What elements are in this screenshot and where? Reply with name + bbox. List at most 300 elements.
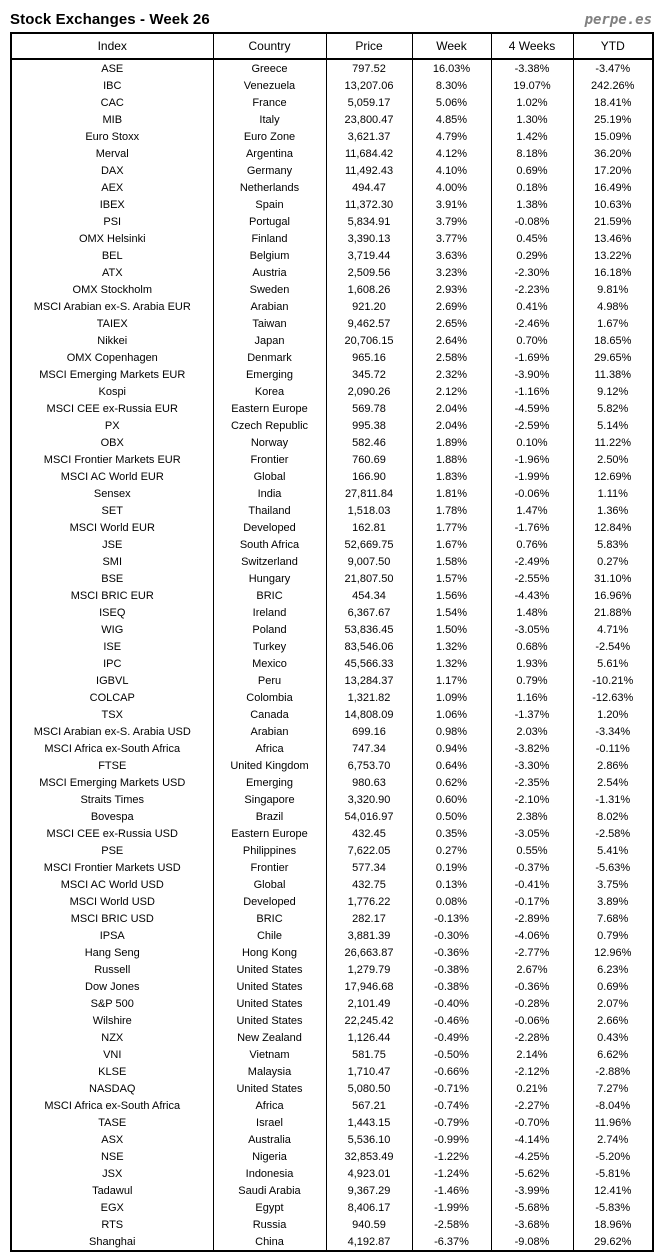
- four-weeks-cell: -2.55%: [491, 570, 573, 587]
- index-cell: Wilshire: [11, 1012, 213, 1029]
- four-weeks-cell: -2.77%: [491, 944, 573, 961]
- week-cell: -0.38%: [412, 978, 491, 995]
- index-cell: IPC: [11, 655, 213, 672]
- price-cell: 1,321.82: [326, 689, 412, 706]
- price-cell: 2,509.56: [326, 264, 412, 281]
- week-cell: 2.32%: [412, 366, 491, 383]
- country-cell: BRIC: [213, 910, 326, 927]
- country-cell: United States: [213, 961, 326, 978]
- ytd-cell: 3.75%: [573, 876, 653, 893]
- index-cell: ASX: [11, 1131, 213, 1148]
- table-row: [11, 672, 653, 689]
- price-cell: 3,719.44: [326, 247, 412, 264]
- ytd-cell: 5.14%: [573, 417, 653, 434]
- country-cell: Russia: [213, 1216, 326, 1233]
- country-cell: Philippines: [213, 842, 326, 859]
- price-cell: 995.38: [326, 417, 412, 434]
- ytd-cell: 1.36%: [573, 502, 653, 519]
- four-weeks-cell: 0.45%: [491, 230, 573, 247]
- table-row: [11, 876, 653, 893]
- week-cell: 1.67%: [412, 536, 491, 553]
- price-cell: 577.34: [326, 859, 412, 876]
- table-row: [11, 128, 653, 145]
- table-row: [11, 757, 653, 774]
- country-cell: China: [213, 1233, 326, 1251]
- price-cell: 32,853.49: [326, 1148, 412, 1165]
- index-cell: IGBVL: [11, 672, 213, 689]
- index-cell: MSCI World USD: [11, 893, 213, 910]
- index-cell: OMX Stockholm: [11, 281, 213, 298]
- four-weeks-cell: 19.07%: [491, 77, 573, 94]
- price-cell: 5,536.10: [326, 1131, 412, 1148]
- week-cell: 8.30%: [412, 77, 491, 94]
- table-row: [11, 417, 653, 434]
- week-cell: 1.83%: [412, 468, 491, 485]
- table-row: [11, 927, 653, 944]
- index-cell: MSCI Arabian ex-S. Arabia USD: [11, 723, 213, 740]
- ytd-cell: 3.89%: [573, 893, 653, 910]
- index-cell: EGX: [11, 1199, 213, 1216]
- week-cell: 2.12%: [412, 383, 491, 400]
- price-cell: 4,923.01: [326, 1165, 412, 1182]
- country-cell: Singapore: [213, 791, 326, 808]
- ytd-cell: -5.83%: [573, 1199, 653, 1216]
- ytd-cell: 2.66%: [573, 1012, 653, 1029]
- ytd-cell: 36.20%: [573, 145, 653, 162]
- index-cell: Straits Times: [11, 791, 213, 808]
- week-cell: -1.22%: [412, 1148, 491, 1165]
- price-cell: 11,492.43: [326, 162, 412, 179]
- country-cell: Canada: [213, 706, 326, 723]
- country-cell: Switzerland: [213, 553, 326, 570]
- four-weeks-cell: 0.55%: [491, 842, 573, 859]
- ytd-cell: 0.79%: [573, 927, 653, 944]
- ytd-cell: -3.34%: [573, 723, 653, 740]
- index-column-header: Index: [11, 33, 213, 59]
- index-cell: FTSE: [11, 757, 213, 774]
- four-weeks-cell: -3.30%: [491, 757, 573, 774]
- country-cell: Egypt: [213, 1199, 326, 1216]
- index-cell: MSCI Frontier Markets EUR: [11, 451, 213, 468]
- index-cell: PX: [11, 417, 213, 434]
- table-row: [11, 1046, 653, 1063]
- four-weeks-cell: -0.06%: [491, 1012, 573, 1029]
- country-cell: Argentina: [213, 145, 326, 162]
- country-cell: Germany: [213, 162, 326, 179]
- ytd-cell: 31.10%: [573, 570, 653, 587]
- table-row: [11, 332, 653, 349]
- table-row: [11, 740, 653, 757]
- ytd-cell: 18.65%: [573, 332, 653, 349]
- four-weeks-cell: -1.99%: [491, 468, 573, 485]
- four-weeks-cell: -0.28%: [491, 995, 573, 1012]
- week-cell: -0.74%: [412, 1097, 491, 1114]
- country-cell: Global: [213, 468, 326, 485]
- country-cell: Africa: [213, 740, 326, 757]
- table-row: [11, 383, 653, 400]
- week-cell: 0.50%: [412, 808, 491, 825]
- index-cell: NSE: [11, 1148, 213, 1165]
- price-cell: 1,126.44: [326, 1029, 412, 1046]
- table-row: [11, 536, 653, 553]
- table-row: [11, 1114, 653, 1131]
- index-cell: IBC: [11, 77, 213, 94]
- ytd-cell: 4.71%: [573, 621, 653, 638]
- country-cell: Ireland: [213, 604, 326, 621]
- table-row: [11, 434, 653, 451]
- week-cell: -0.30%: [412, 927, 491, 944]
- week-cell: 0.19%: [412, 859, 491, 876]
- country-cell: Global: [213, 876, 326, 893]
- index-cell: TAIEX: [11, 315, 213, 332]
- index-cell: ASE: [11, 59, 213, 77]
- four-weeks-cell: -1.76%: [491, 519, 573, 536]
- country-cell: Netherlands: [213, 179, 326, 196]
- index-cell: TASE: [11, 1114, 213, 1131]
- ytd-cell: 2.54%: [573, 774, 653, 791]
- price-cell: 13,284.37: [326, 672, 412, 689]
- country-cell: Australia: [213, 1131, 326, 1148]
- country-cell: United Kingdom: [213, 757, 326, 774]
- price-cell: 581.75: [326, 1046, 412, 1063]
- four-weeks-cell: 1.48%: [491, 604, 573, 621]
- ytd-cell: 16.96%: [573, 587, 653, 604]
- table-row: [11, 213, 653, 230]
- index-cell: KLSE: [11, 1063, 213, 1080]
- price-cell: 5,834.91: [326, 213, 412, 230]
- week-cell: 1.81%: [412, 485, 491, 502]
- ytd-column-header: YTD: [573, 33, 653, 59]
- index-cell: DAX: [11, 162, 213, 179]
- index-cell: Bovespa: [11, 808, 213, 825]
- country-cell: India: [213, 485, 326, 502]
- ytd-cell: 18.96%: [573, 1216, 653, 1233]
- index-cell: VNI: [11, 1046, 213, 1063]
- four-weeks-cell: -4.14%: [491, 1131, 573, 1148]
- week-cell: 3.91%: [412, 196, 491, 213]
- table-row: [11, 59, 653, 77]
- week-cell: 0.98%: [412, 723, 491, 740]
- price-cell: 3,621.37: [326, 128, 412, 145]
- four-weeks-cell: 2.38%: [491, 808, 573, 825]
- price-cell: 9,462.57: [326, 315, 412, 332]
- country-cell: Peru: [213, 672, 326, 689]
- four-weeks-cell: -0.37%: [491, 859, 573, 876]
- table-row: [11, 1148, 653, 1165]
- country-cell: Indonesia: [213, 1165, 326, 1182]
- index-cell: BSE: [11, 570, 213, 587]
- country-cell: Czech Republic: [213, 417, 326, 434]
- price-cell: 22,245.42: [326, 1012, 412, 1029]
- index-cell: BEL: [11, 247, 213, 264]
- ytd-cell: 1.67%: [573, 315, 653, 332]
- four-weeks-cell: -0.41%: [491, 876, 573, 893]
- week-cell: 1.78%: [412, 502, 491, 519]
- price-cell: 1,776.22: [326, 893, 412, 910]
- price-cell: 14,808.09: [326, 706, 412, 723]
- price-cell: 940.59: [326, 1216, 412, 1233]
- country-cell: Greece: [213, 59, 326, 77]
- ytd-cell: -2.88%: [573, 1063, 653, 1080]
- country-cell: Italy: [213, 111, 326, 128]
- price-cell: 699.16: [326, 723, 412, 740]
- price-cell: 23,800.47: [326, 111, 412, 128]
- country-cell: Emerging: [213, 774, 326, 791]
- price-cell: 4,192.87: [326, 1233, 412, 1251]
- week-cell: 2.65%: [412, 315, 491, 332]
- price-cell: 760.69: [326, 451, 412, 468]
- four-weeks-cell: -2.10%: [491, 791, 573, 808]
- week-cell: 0.35%: [412, 825, 491, 842]
- index-cell: COLCAP: [11, 689, 213, 706]
- table-row: [11, 723, 653, 740]
- index-cell: MSCI AC World USD: [11, 876, 213, 893]
- week-cell: 2.58%: [412, 349, 491, 366]
- country-cell: Austria: [213, 264, 326, 281]
- index-cell: MSCI Africa ex-South Africa: [11, 1097, 213, 1114]
- index-cell: OMX Helsinki: [11, 230, 213, 247]
- table-row: [11, 655, 653, 672]
- week-cell: 0.60%: [412, 791, 491, 808]
- week-cell: 1.89%: [412, 434, 491, 451]
- four-weeks-cell: -1.37%: [491, 706, 573, 723]
- index-cell: MSCI Frontier Markets USD: [11, 859, 213, 876]
- index-cell: CAC: [11, 94, 213, 111]
- price-cell: 432.45: [326, 825, 412, 842]
- ytd-cell: 12.84%: [573, 519, 653, 536]
- price-cell: 454.34: [326, 587, 412, 604]
- price-cell: 13,207.06: [326, 77, 412, 94]
- four-weeks-cell: -4.25%: [491, 1148, 573, 1165]
- price-cell: 21,807.50: [326, 570, 412, 587]
- ytd-cell: 1.20%: [573, 706, 653, 723]
- table-row: [11, 451, 653, 468]
- index-cell: Shanghai: [11, 1233, 213, 1251]
- four-weeks-cell: 1.42%: [491, 128, 573, 145]
- country-cell: Colombia: [213, 689, 326, 706]
- week-cell: 1.57%: [412, 570, 491, 587]
- four-weeks-cell: -0.08%: [491, 213, 573, 230]
- week-cell: -0.66%: [412, 1063, 491, 1080]
- four-weeks-cell: 0.69%: [491, 162, 573, 179]
- price-cell: 3,390.13: [326, 230, 412, 247]
- stock-exchange-table: [10, 32, 654, 1252]
- ytd-cell: 13.22%: [573, 247, 653, 264]
- table-row: [11, 519, 653, 536]
- four-weeks-cell: -5.68%: [491, 1199, 573, 1216]
- country-cell: Africa: [213, 1097, 326, 1114]
- exchange-table-body: [11, 59, 653, 1251]
- index-cell: IBEX: [11, 196, 213, 213]
- week-cell: 3.63%: [412, 247, 491, 264]
- index-cell: MSCI BRIC USD: [11, 910, 213, 927]
- index-cell: OMX Copenhagen: [11, 349, 213, 366]
- price-cell: 747.34: [326, 740, 412, 757]
- ytd-cell: 5.82%: [573, 400, 653, 417]
- index-cell: MSCI Africa ex-South Africa: [11, 740, 213, 757]
- index-cell: TSX: [11, 706, 213, 723]
- ytd-cell: 0.43%: [573, 1029, 653, 1046]
- week-cell: 2.64%: [412, 332, 491, 349]
- country-cell: Poland: [213, 621, 326, 638]
- country-cell: Thailand: [213, 502, 326, 519]
- four-weeks-cell: -0.70%: [491, 1114, 573, 1131]
- four-weeks-cell: 0.70%: [491, 332, 573, 349]
- price-cell: 162.81: [326, 519, 412, 536]
- price-cell: 1,443.15: [326, 1114, 412, 1131]
- week-cell: 16.03%: [412, 59, 491, 77]
- week-cell: 4.00%: [412, 179, 491, 196]
- ytd-cell: 11.38%: [573, 366, 653, 383]
- four-weeks-cell: -3.38%: [491, 59, 573, 77]
- four-weeks-cell: 8.18%: [491, 145, 573, 162]
- price-cell: 11,684.42: [326, 145, 412, 162]
- ytd-cell: 15.09%: [573, 128, 653, 145]
- ytd-cell: 6.23%: [573, 961, 653, 978]
- table-row: [11, 859, 653, 876]
- ytd-cell: 17.20%: [573, 162, 653, 179]
- table-row: [11, 706, 653, 723]
- week-cell: -2.58%: [412, 1216, 491, 1233]
- country-cell: New Zealand: [213, 1029, 326, 1046]
- ytd-cell: 9.12%: [573, 383, 653, 400]
- four-weeks-cell: 0.18%: [491, 179, 573, 196]
- four-weeks-cell: -1.96%: [491, 451, 573, 468]
- table-row: [11, 842, 653, 859]
- table-row: [11, 264, 653, 281]
- week-cell: -1.24%: [412, 1165, 491, 1182]
- week-cell: 1.54%: [412, 604, 491, 621]
- four-weeks-cell: -1.69%: [491, 349, 573, 366]
- price-cell: 797.52: [326, 59, 412, 77]
- four-weeks-cell: -3.05%: [491, 825, 573, 842]
- four-weeks-cell: 1.38%: [491, 196, 573, 213]
- price-cell: 1,518.03: [326, 502, 412, 519]
- table-row: [11, 485, 653, 502]
- price-column-header: Price: [326, 33, 412, 59]
- ytd-cell: -8.04%: [573, 1097, 653, 1114]
- table-row: [11, 349, 653, 366]
- four-weeks-cell: -3.90%: [491, 366, 573, 383]
- week-cell: -0.40%: [412, 995, 491, 1012]
- ytd-cell: 21.88%: [573, 604, 653, 621]
- table-row: [11, 689, 653, 706]
- index-cell: JSX: [11, 1165, 213, 1182]
- index-cell: MSCI World EUR: [11, 519, 213, 536]
- table-row: [11, 621, 653, 638]
- index-cell: ATX: [11, 264, 213, 281]
- country-cell: Developed: [213, 519, 326, 536]
- four-weeks-cell: 1.47%: [491, 502, 573, 519]
- four-weeks-cell: 2.67%: [491, 961, 573, 978]
- price-cell: 8,406.17: [326, 1199, 412, 1216]
- week-cell: -0.79%: [412, 1114, 491, 1131]
- ytd-cell: 2.86%: [573, 757, 653, 774]
- price-cell: 83,546.06: [326, 638, 412, 655]
- ytd-cell: 10.63%: [573, 196, 653, 213]
- table-row: [11, 1233, 653, 1251]
- ytd-cell: 6.62%: [573, 1046, 653, 1063]
- country-cell: Chile: [213, 927, 326, 944]
- country-cell: Eastern Europe: [213, 400, 326, 417]
- week-cell: 1.06%: [412, 706, 491, 723]
- week-cell: 0.27%: [412, 842, 491, 859]
- week-cell: 0.13%: [412, 876, 491, 893]
- four-weeks-cell: -0.36%: [491, 978, 573, 995]
- price-cell: 582.46: [326, 434, 412, 451]
- ytd-cell: 5.61%: [573, 655, 653, 672]
- index-cell: MSCI Emerging Markets EUR: [11, 366, 213, 383]
- week-cell: 1.32%: [412, 638, 491, 655]
- table-row: [11, 1131, 653, 1148]
- ytd-cell: -2.54%: [573, 638, 653, 655]
- country-cell: Mexico: [213, 655, 326, 672]
- index-cell: S&P 500: [11, 995, 213, 1012]
- country-cell: Norway: [213, 434, 326, 451]
- price-cell: 432.75: [326, 876, 412, 893]
- index-cell: WIG: [11, 621, 213, 638]
- week-cell: 3.79%: [412, 213, 491, 230]
- price-cell: 3,320.90: [326, 791, 412, 808]
- country-cell: Hong Kong: [213, 944, 326, 961]
- four-weeks-cell: -2.30%: [491, 264, 573, 281]
- ytd-cell: 18.41%: [573, 94, 653, 111]
- ytd-cell: 29.65%: [573, 349, 653, 366]
- week-cell: -0.49%: [412, 1029, 491, 1046]
- week-cell: 4.85%: [412, 111, 491, 128]
- week-cell: 0.08%: [412, 893, 491, 910]
- week-cell: 4.10%: [412, 162, 491, 179]
- table-row: [11, 400, 653, 417]
- country-cell: Frontier: [213, 451, 326, 468]
- price-cell: 282.17: [326, 910, 412, 927]
- week-cell: 2.93%: [412, 281, 491, 298]
- price-cell: 45,566.33: [326, 655, 412, 672]
- price-cell: 1,279.79: [326, 961, 412, 978]
- table-row: [11, 94, 653, 111]
- country-cell: Spain: [213, 196, 326, 213]
- four-weeks-cell: -2.89%: [491, 910, 573, 927]
- ytd-cell: 2.74%: [573, 1131, 653, 1148]
- table-row: [11, 1199, 653, 1216]
- week-cell: 0.94%: [412, 740, 491, 757]
- index-cell: SET: [11, 502, 213, 519]
- week-cell: -0.46%: [412, 1012, 491, 1029]
- price-cell: 17,946.68: [326, 978, 412, 995]
- price-cell: 6,753.70: [326, 757, 412, 774]
- table-row: [11, 162, 653, 179]
- table-header: [11, 33, 653, 59]
- table-row: [11, 315, 653, 332]
- country-cell: Emerging: [213, 366, 326, 383]
- four-weeks-column-header: 4 Weeks: [491, 33, 573, 59]
- four-weeks-cell: -3.82%: [491, 740, 573, 757]
- table-row: [11, 774, 653, 791]
- ytd-cell: 242.26%: [573, 77, 653, 94]
- ytd-cell: 7.68%: [573, 910, 653, 927]
- country-cell: United States: [213, 995, 326, 1012]
- price-cell: 965.16: [326, 349, 412, 366]
- ytd-cell: 2.50%: [573, 451, 653, 468]
- table-row: [11, 145, 653, 162]
- four-weeks-cell: -4.43%: [491, 587, 573, 604]
- country-cell: Venezuela: [213, 77, 326, 94]
- week-cell: 2.04%: [412, 417, 491, 434]
- price-cell: 5,059.17: [326, 94, 412, 111]
- table-row: [11, 638, 653, 655]
- table-row: [11, 825, 653, 842]
- ytd-cell: 29.62%: [573, 1233, 653, 1251]
